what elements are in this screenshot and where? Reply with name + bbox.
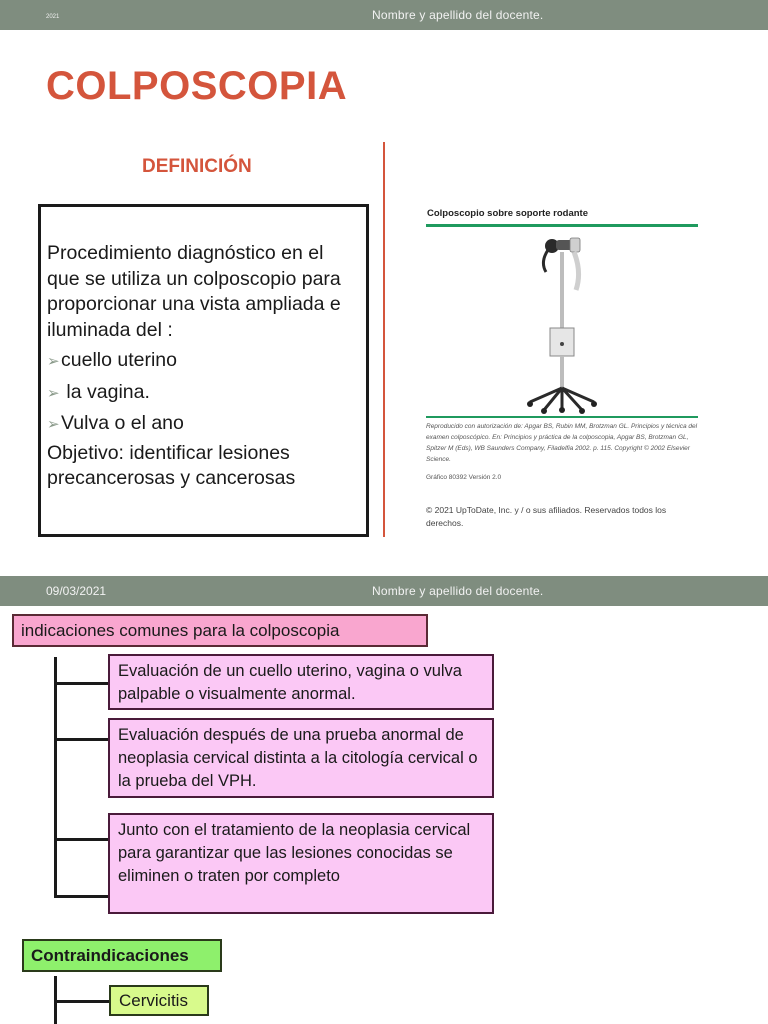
indication-item: Evaluación de un cuello uterino, vagina o vulva palpable o visualmente anormal.: [108, 654, 494, 710]
header-date: 2021: [46, 14, 60, 20]
tree-branch-line: [54, 682, 108, 685]
tree-branch-line: [54, 895, 108, 898]
vertical-divider: [383, 142, 385, 537]
bullet-item: [47, 380, 358, 407]
slide-indicaciones: [0, 576, 768, 1024]
indication-item: Evaluación después de una prueba anormal de neoplasia cervical distinta a la citología cervical o la prueba del VPH.: [108, 718, 494, 798]
indication-item: Junto con el tratamiento de la neoplasia cervical para garantizar que las lesiones conocidas se eliminen o traten por completo: [108, 813, 494, 914]
figure-caption: Colposcopio sobre soporte rodante: [427, 208, 588, 219]
colposcope-image: [512, 232, 612, 414]
slide-title: COLPOSCOPIA: [46, 64, 348, 108]
slide-header-bar: [0, 0, 768, 30]
figure-bottom-rule: [426, 416, 698, 418]
bullet-text: la vagina.: [61, 380, 150, 403]
header-date: 09/03/2021: [46, 584, 107, 598]
header-teacher-name: Nombre y apellido del docente.: [372, 8, 544, 22]
figure-top-rule: [426, 224, 698, 227]
figure-copyright: © 2021 UpToDate, Inc. y / o sus afiliados. Reservados todos los derechos.: [426, 505, 667, 528]
figure-credit: Reproducido con autorización de: Apgar BS, Rubin MM, Brotzman GL. Principios y técnica del examen colposcópico. En: Principios y práctica de la colposcopia, Apgar BS, Brotzman GL, Spitzer M (Eds), WB Saunders Company, Filadelfia 2002. p. 115. Copyright © 2002 Elsevier Science.: [426, 423, 698, 463]
indications-heading: indicaciones comunes para la colposcopia: [12, 614, 428, 647]
definition-box: [38, 204, 369, 537]
definition-heading: DEFINICIÓN: [142, 156, 252, 177]
figure-graphic-id: Gráfico 80392 Versión 2.0: [426, 474, 502, 481]
slide-header-bar: [0, 576, 768, 606]
bullet-item: [47, 348, 358, 375]
objective-text: Objetivo: identificar lesiones precancerosas y cancerosas: [47, 441, 296, 489]
tree-branch-line: [54, 738, 108, 741]
arrowhead-bullet-icon: ➢: [47, 416, 60, 433]
contraindication-item: Cervicitis: [109, 985, 209, 1016]
header-teacher-name: Nombre y apellido del docente.: [372, 584, 544, 598]
arrowhead-bullet-icon: ➢: [47, 384, 60, 402]
tree-branch-line: [54, 1000, 109, 1003]
definition-intro: Procedimiento diagnóstico en el que se utiliza un colposcopio para proporcionar una vista ampliada e iluminada del :: [47, 242, 341, 341]
contraindications-heading: Contraindicaciones: [22, 939, 222, 972]
bullet-text: cuello uterino: [61, 349, 177, 371]
bullet-text: Vulva o el ano: [61, 412, 184, 434]
bullet-item: [47, 411, 358, 438]
colposcope-figure: [422, 204, 700, 534]
tree-trunk-line: [54, 657, 57, 898]
arrowhead-bullet-icon: ➢: [47, 353, 60, 370]
tree-branch-line: [54, 838, 108, 841]
